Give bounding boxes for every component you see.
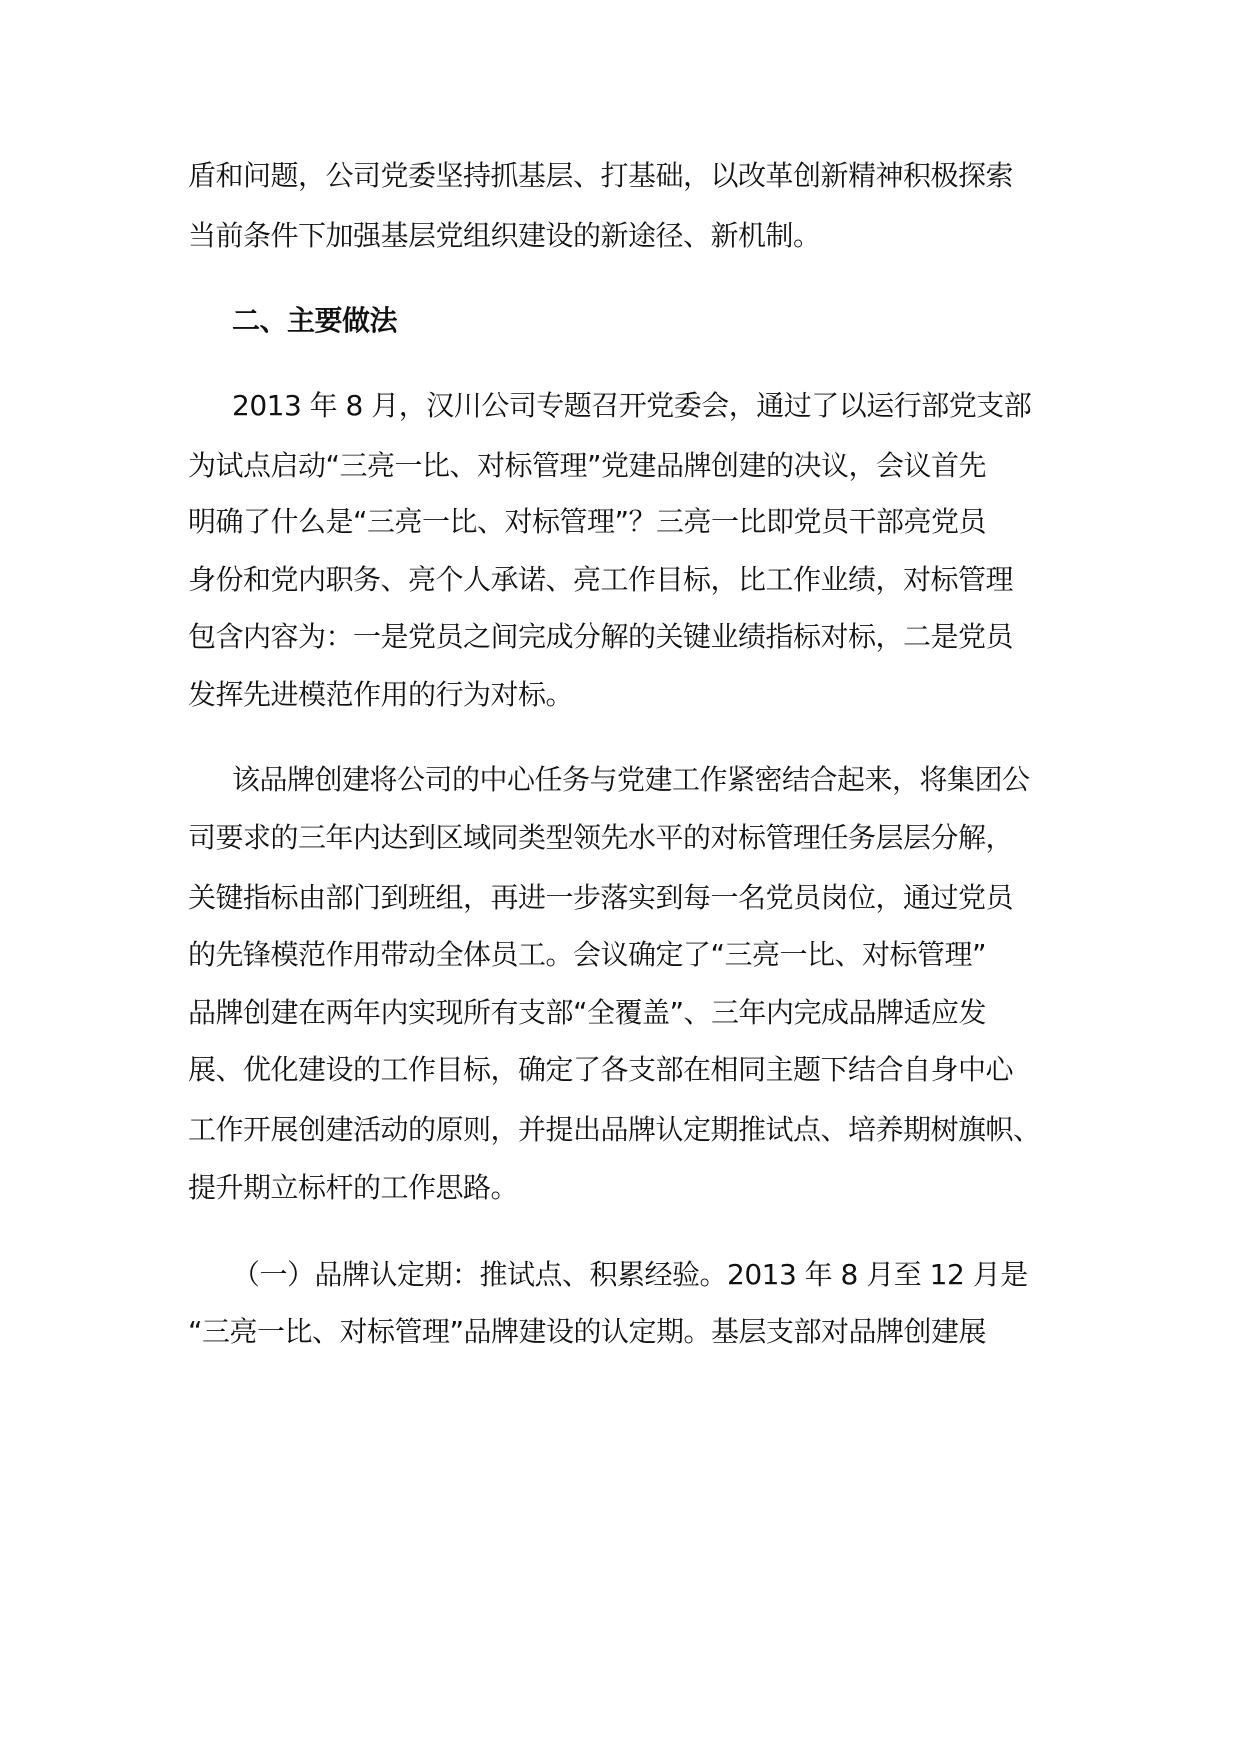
paragraph-2-line-6: 展、优化建设的工作目标，确定了各支部在相同主题下结合自身中心 <box>188 1053 1014 1086</box>
intro-line-1: 盾和问题，公司党委坚持抓基层、打基础，以改革创新精神积极探索 <box>188 159 1014 192</box>
paragraph-3-line-2: “三亮一比、对标管理”品牌建设的认定期。基层支部对品牌创建展 <box>188 1315 987 1348</box>
paragraph-3-line-1: （一）品牌认定期：推试点、积累经验。2013 年 8 月至 12 月是 <box>232 1258 1028 1291</box>
paragraph-2-line-3: 关键指标由部门到班组，再进一步落实到每一名党员岗位，通过党员 <box>188 881 1014 914</box>
paragraph-2-line-8: 提升期立标杆的工作思路。 <box>188 1171 519 1204</box>
paragraph-1-line-1: 2013 年 8 月，汉川公司专题召开党委会，通过了以运行部党支部 <box>232 389 1032 422</box>
paragraph-1-line-5: 包含内容为：一是党员之间完成分解的关键业绩指标对标，二是党员 <box>188 620 1014 653</box>
paragraph-2-line-1: 该品牌创建将公司的中心任务与党建工作紧密结合起来，将集团公 <box>232 763 1030 796</box>
paragraph-2-line-4: 的先锋模范作用带动全体员工。会议确定了“三亮一比、对标管理” <box>188 938 987 971</box>
paragraph-2-line-2: 司要求的三年内达到区域同类型领先水平的对标管理任务层层分解， <box>188 821 1014 854</box>
intro-line-2: 当前条件下加强基层党组织建设的新途径、新机制。 <box>188 219 821 252</box>
paragraph-1-line-6: 发挥先进模范作用的行为对标。 <box>188 678 574 711</box>
paragraph-2-line-5: 品牌创建在两年内实现所有支部“全覆盖”、三年内完成品牌适应发 <box>188 996 987 1029</box>
paragraph-2-line-7: 工作开展创建活动的原则，并提出品牌认定期推试点、培养期树旗帜、 <box>188 1113 1041 1146</box>
paragraph-1-line-2: 为试点启动“三亮一比、对标管理”党建品牌创建的决议，会议首先 <box>188 449 987 482</box>
paragraph-1-line-3: 明确了什么是“三亮一比、对标管理”？三亮一比即党员干部亮党员 <box>188 505 987 538</box>
section-heading: 二、主要做法 <box>232 304 398 337</box>
paragraph-1-line-4: 身份和党内职务、亮个人承诺、亮工作目标，比工作业绩，对标管理 <box>188 563 1014 596</box>
